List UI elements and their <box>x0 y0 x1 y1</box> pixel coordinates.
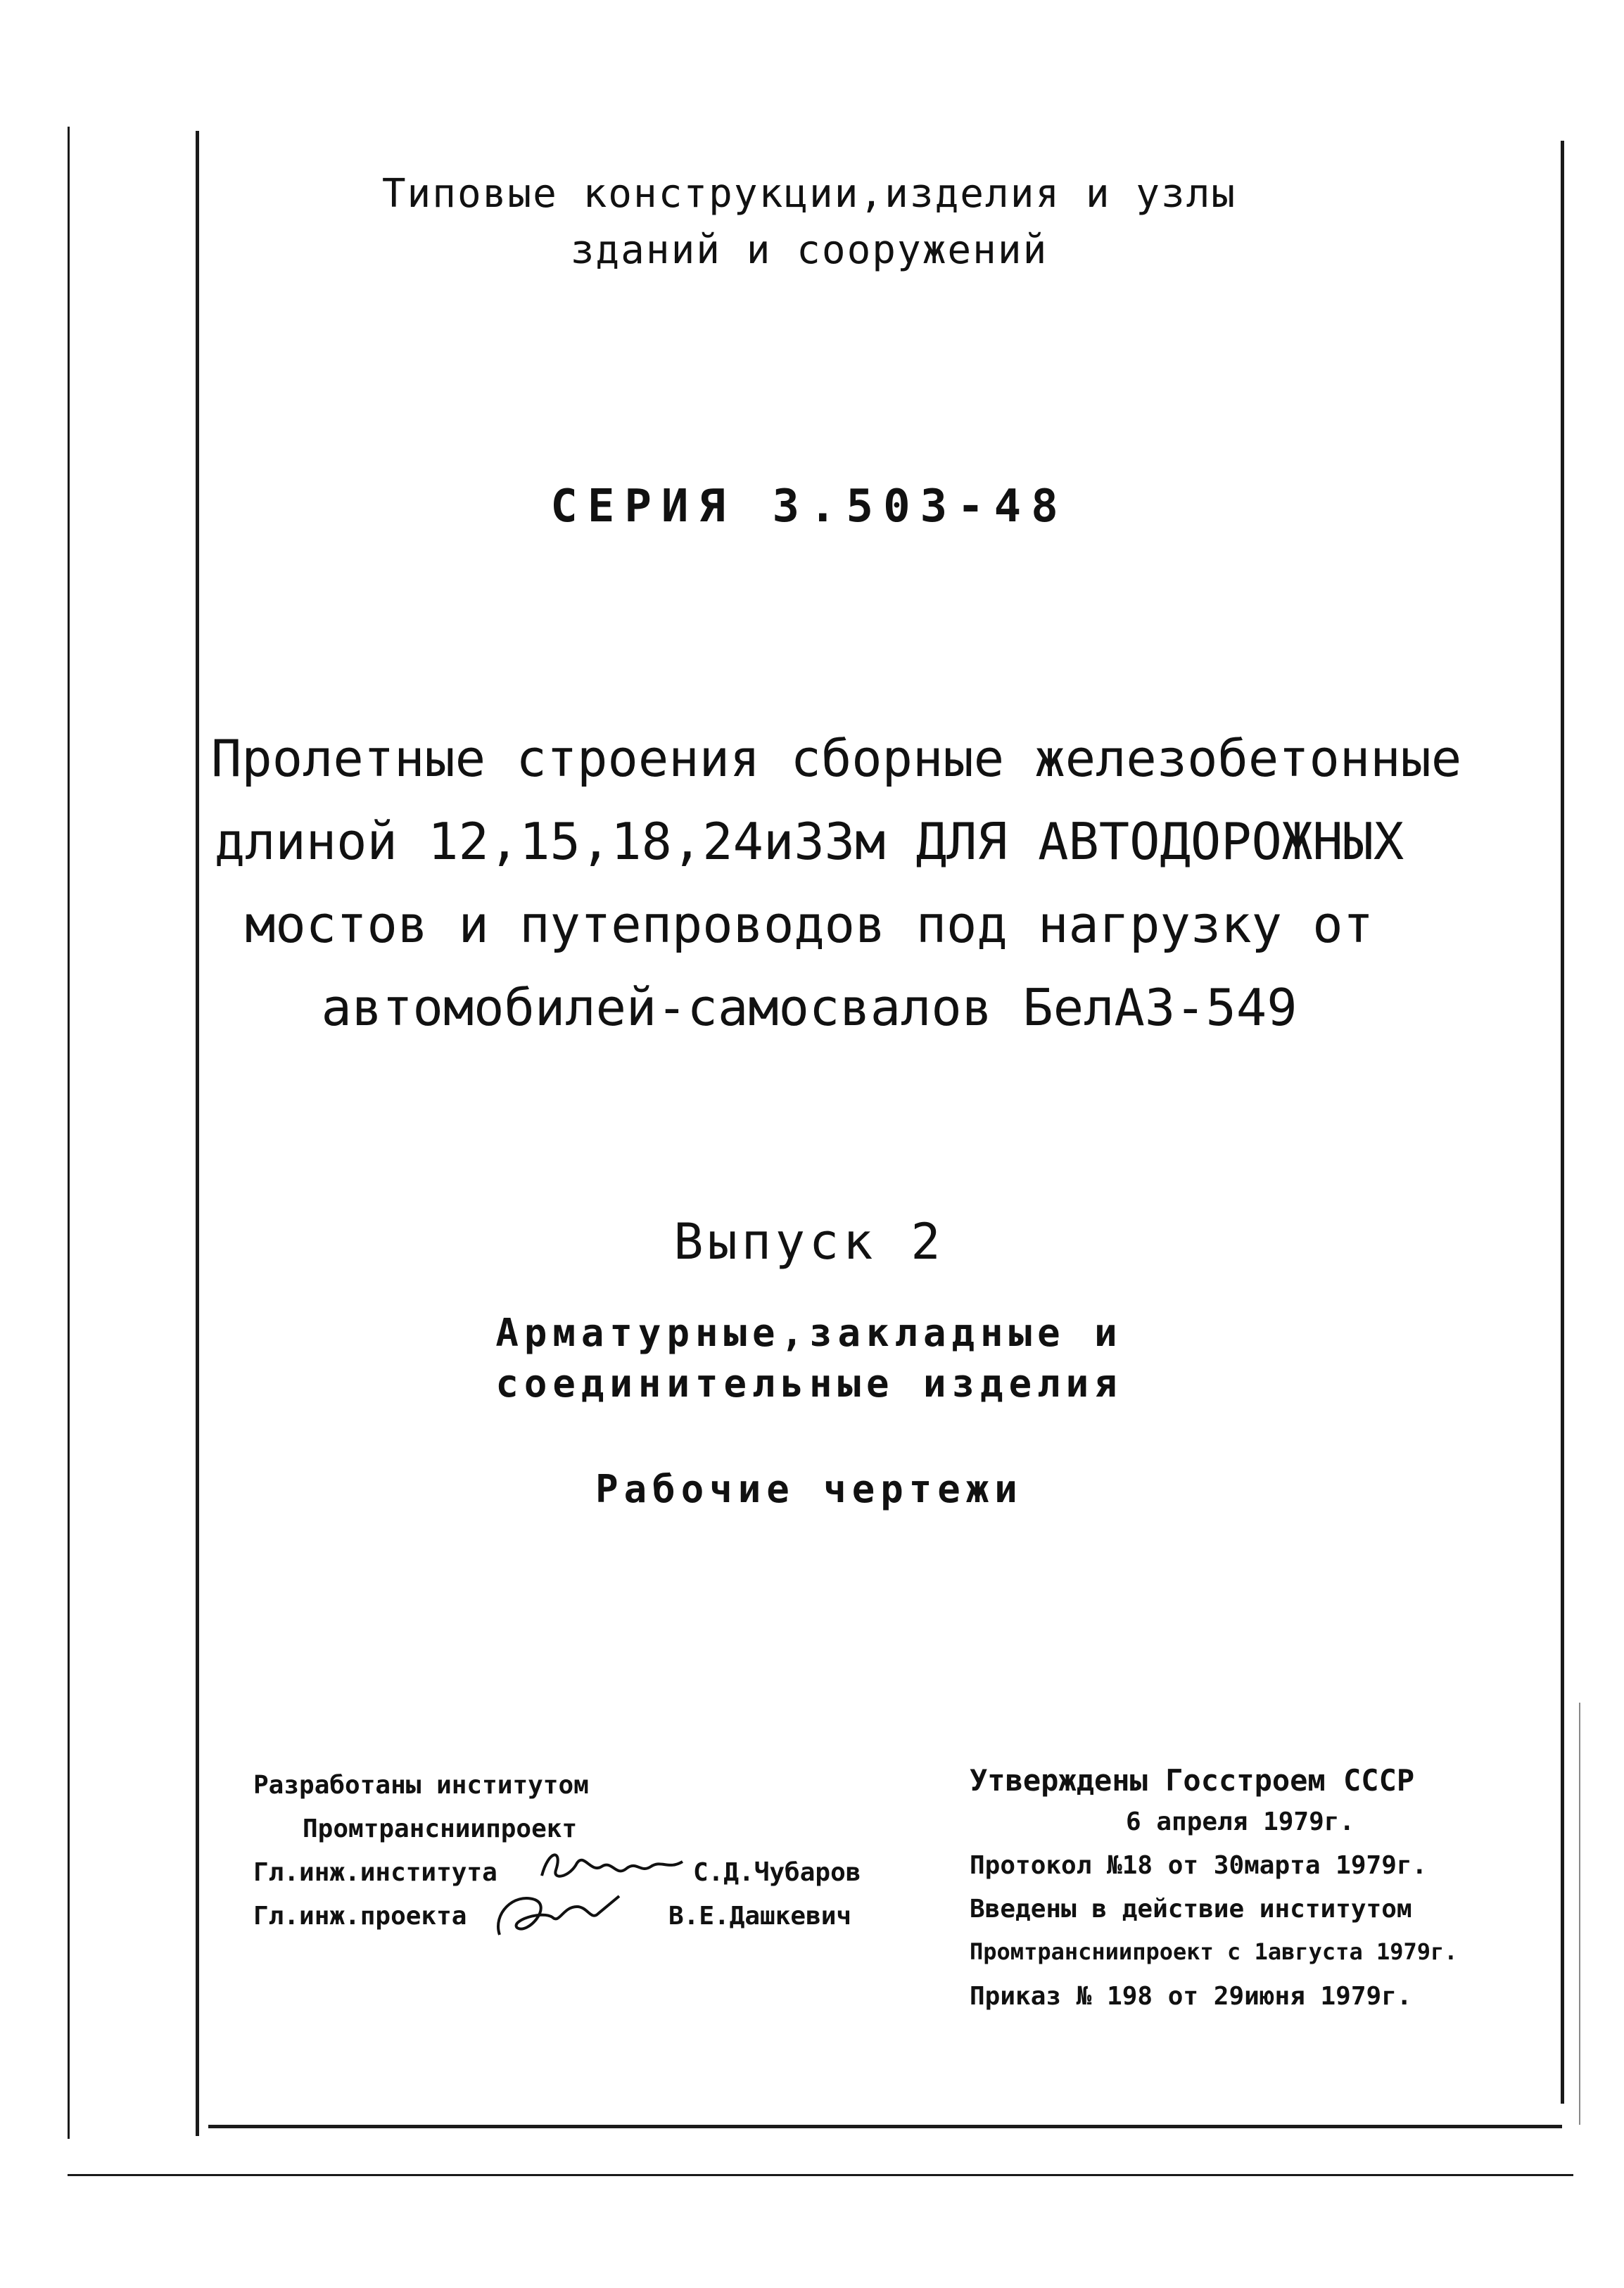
right-scan-edge <box>1579 1703 1580 2125</box>
header-line-1: Типовые конструкции,изделия и узлы <box>381 171 1237 217</box>
approved-line-2: 6 апреля 1979г. <box>1126 1807 1355 1836</box>
developed-line-3-label: Гл.инж.института <box>253 1858 497 1887</box>
title-line-2: длиной 12,15,18,24и33м ДЛЯ АВТОДОРОЖНЫХ <box>214 812 1404 871</box>
bottom-cut-line <box>68 2174 1573 2176</box>
signature-chubarov <box>535 1842 690 1891</box>
title-line-3: мостов и путепроводов под нагрузку от <box>245 895 1374 954</box>
working-drawings: Рабочие чертежи <box>595 1467 1023 1511</box>
developed-line-1: Разработаны институтом <box>253 1771 589 1800</box>
approved-line-3: Протокол №18 от 30марта 1979г. <box>970 1851 1428 1880</box>
issue-number: Выпуск 2 <box>673 1213 945 1271</box>
approved-line-4: Введены в действие институтом <box>970 1895 1412 1924</box>
frame-right <box>1561 141 1564 2104</box>
developed-line-4-name: В.Е.Дашкевич <box>668 1902 852 1931</box>
approved-line-5: Промтрансниипроект с 1августа 1979г. <box>970 1938 1458 1965</box>
developed-line-3-name: С.Д.Чубаров <box>693 1858 861 1887</box>
title-line-1: Пролетные строения сборные железобетонные <box>211 729 1462 788</box>
header-line-2: зданий и сооружений <box>570 227 1048 273</box>
title-line-4: автомобилей-самосвалов БелАЗ-549 <box>321 978 1298 1037</box>
subtitle-line-1: Арматурные,закладные и <box>495 1311 1123 1355</box>
developed-line-4-label: Гл.инж.проекта <box>253 1902 467 1931</box>
frame-left <box>196 131 199 2136</box>
subtitle-line-2: соединительные изделия <box>495 1361 1123 1406</box>
approved-line-6: Приказ № 198 от 29июня 1979г. <box>970 1982 1412 2011</box>
frame-bottom <box>208 2125 1562 2128</box>
signature-dashkevich <box>486 1886 626 1949</box>
left-scan-edge <box>68 127 70 2139</box>
series-number: СЕРИЯ 3.503-48 <box>550 481 1068 533</box>
approved-line-1: Утверждены Госстроем СССР <box>970 1763 1415 1798</box>
developed-line-2: Промтрансниипроект <box>303 1814 578 1843</box>
